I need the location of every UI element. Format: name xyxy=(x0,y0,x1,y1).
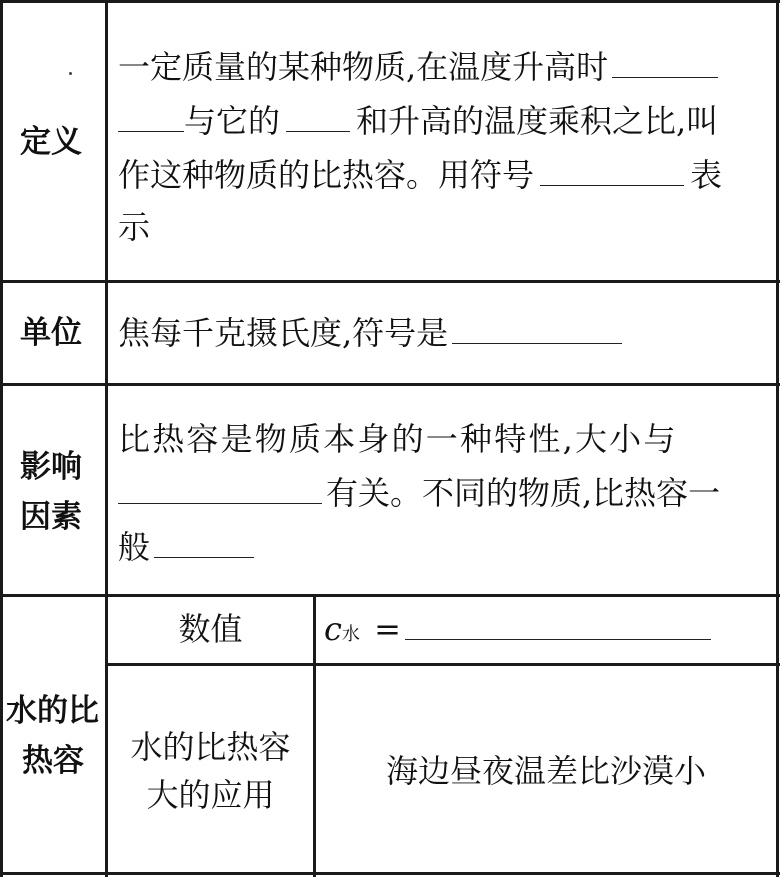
factors-blank-1[interactable] xyxy=(118,473,322,504)
definition-blank-2[interactable] xyxy=(286,101,350,132)
unit-text: 焦每千克摄氏度,符号是 xyxy=(118,314,449,352)
water-application-label-2: 大的应用 xyxy=(146,776,275,814)
definition-text-3a: 作这种物质的比热容。用符号 xyxy=(118,156,535,194)
definition-line-3 xyxy=(118,148,722,202)
row-divider-3 xyxy=(0,594,780,597)
definition-blank-1b[interactable] xyxy=(118,101,184,132)
water-label-1: 水的比 xyxy=(6,693,99,729)
water-value-blank[interactable] xyxy=(405,609,711,640)
stray-dot xyxy=(69,72,72,75)
unit-line xyxy=(118,306,622,360)
definition-text-2a: 与它的 xyxy=(184,102,281,140)
unit-blank[interactable] xyxy=(452,313,622,344)
definition-text-1: 一定质量的某种物质,在温度升高时 xyxy=(118,48,609,86)
water-application-text: 海边昼夜温差比沙漠小 xyxy=(385,752,706,790)
table-border-right xyxy=(776,0,779,877)
definition-text-3b: 表 xyxy=(690,156,723,194)
definition-line-4: 示 xyxy=(118,208,151,246)
table-border-left xyxy=(0,0,3,877)
factors-label-1: 影响 xyxy=(20,449,82,485)
definition-blank-1a[interactable] xyxy=(612,47,718,78)
factors-text-2: 有关。不同的物质,比热容一 xyxy=(326,474,721,512)
row-divider-2 xyxy=(0,383,780,386)
water-value-line xyxy=(324,602,711,662)
column-divider-water xyxy=(313,594,316,877)
water-value-subscript: 水 xyxy=(341,624,360,645)
factors-blank-2[interactable] xyxy=(154,527,254,558)
water-value-symbol: c水 xyxy=(324,610,360,648)
definition-line-2 xyxy=(118,94,718,148)
factors-line-1: 比热容是物质本身的一种特性,大小与 xyxy=(118,420,678,458)
definition-line-1 xyxy=(118,40,718,94)
table-border-top xyxy=(0,0,780,3)
water-value-label: 数值 xyxy=(178,610,243,648)
definition-label: 定义 xyxy=(20,124,82,160)
table-border-bottom xyxy=(0,872,780,875)
water-application-label-1: 水的比热容 xyxy=(130,728,291,766)
factors-text-3: 般 xyxy=(118,528,151,566)
factors-line-3 xyxy=(118,520,254,574)
water-value-equals: = xyxy=(374,610,401,648)
water-label-2: 热容 xyxy=(22,743,84,779)
factors-label-2: 因素 xyxy=(20,499,82,535)
factors-line-2 xyxy=(118,466,720,520)
definition-text-2b: 和升高的温度乘积之比,叫 xyxy=(356,102,719,140)
definition-blank-3[interactable] xyxy=(540,155,684,186)
row-divider-water xyxy=(107,663,780,666)
unit-label: 单位 xyxy=(20,315,82,351)
row-divider-1 xyxy=(0,280,780,283)
